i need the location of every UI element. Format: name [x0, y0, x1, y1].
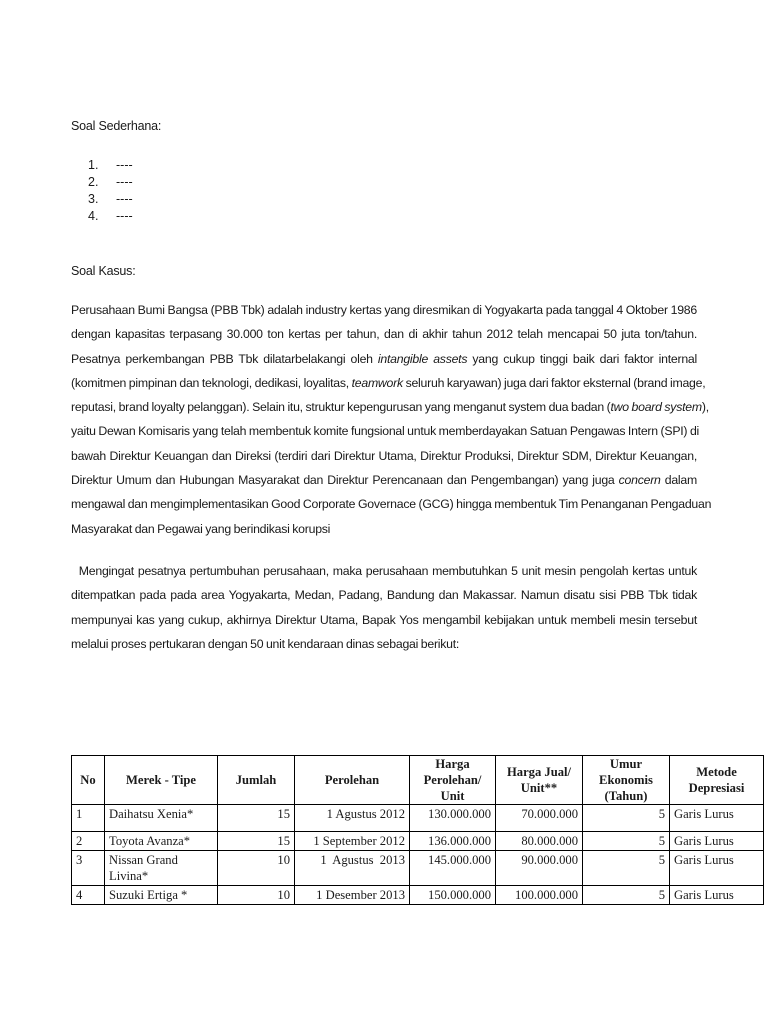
list-item [88, 157, 133, 174]
cell-no: 4 [72, 886, 105, 905]
text-run: ), [701, 400, 709, 415]
list-text: ---- [116, 158, 133, 172]
paragraph-line: mempunyai kas yang cukup, akhirnya Direktur Utama, Bapak Yos mengambil kebijakan untuk membeli mesin tersebut [71, 612, 697, 627]
text-run: dalam [660, 473, 697, 488]
text-run: reputasi, brand loyalty pelanggan). Selain itu, struktur kepengurusan yang menganut system dua badan ( [71, 400, 611, 415]
cell-umur: 5 [583, 886, 670, 905]
cell-no: 1 [72, 805, 105, 832]
italic-term: intangible assets [377, 351, 468, 366]
header-no: No [72, 756, 105, 805]
list-text: ---- [116, 175, 133, 189]
cell-jumlah: 15 [218, 805, 295, 832]
case-paragraph-2 [71, 559, 697, 656]
table-row [72, 851, 764, 886]
cell-umur: 5 [583, 851, 670, 886]
heading-soal-sederhana: Soal Sederhana: [71, 119, 162, 133]
cell-harga-perolehan: 136.000.000 [410, 832, 496, 851]
paragraph-line: yaitu Dewan Komisaris yang telah membentuk komite fungsional untuk memberdayakan Satuan Pengawas Intern (SPI) di [71, 424, 700, 439]
cell-harga-jual: 90.000.000 [496, 851, 583, 886]
italic-term: two board system [610, 400, 702, 415]
cell-merek: Suzuki Ertiga * [105, 886, 218, 905]
header-jumlah: Jumlah [218, 756, 295, 805]
paragraph-line: Perusahaan Bumi Bangsa (PBB Tbk) adalah industry kertas yang diresmikan di Yogyakarta pada tanggal 4 Oktober 1986 [71, 303, 697, 317]
list-number: 4. [88, 209, 99, 223]
paragraph-line: Mengingat pesatnya pertumbuhan perusahaan, maka perusahaan membutuhkan 5 unit mesin pengolah kertas untuk [71, 564, 697, 578]
paragraph-line [71, 347, 697, 371]
cell-perolehan: 1 Desember 2013 [295, 886, 410, 905]
italic-term: concern [618, 473, 661, 488]
paragraph-line: bawah Direktur Keuangan dan Direksi (terdiri dari Direktur Utama, Direktur Produksi, Direktur SDM, Direktur Keuangan, [71, 448, 697, 463]
cell-metode: Garis Lurus [670, 832, 764, 851]
table-row [72, 886, 764, 905]
cell-metode: Garis Lurus [670, 805, 764, 832]
list-item [88, 191, 133, 208]
cell-no: 3 [72, 851, 105, 886]
text-run: yang cukup tinggi baik dari faktor internal [467, 351, 697, 366]
cell-merek: Toyota Avanza* [105, 832, 218, 851]
paragraph-line [71, 468, 697, 492]
cell-umur: 5 [583, 832, 670, 851]
text-run: Pesatnya perkembangan PBB Tbk dilatarbelakangi oleh [71, 351, 378, 366]
simple-question-list [88, 157, 133, 225]
cell-merek: Nissan Grand Livina* [105, 851, 218, 886]
header-harga-jual: Harga Jual/ Unit** [496, 756, 583, 805]
paragraph-line: melalui proses pertukaran dengan 50 unit kendaraan dinas sebagai berikut: [71, 636, 460, 651]
cell-no: 2 [72, 832, 105, 851]
table-row [72, 805, 764, 832]
paragraph-line: mengawal dan mengimplementasikan Good Corporate Governace (GCG) hingga membentuk Tim Penanganan Pengaduan [71, 497, 712, 512]
cell-perolehan: 1 Agustus 2013 [295, 851, 410, 886]
paragraph-line: dengan kapasitas terpasang 30.000 ton kertas per tahun, dan di akhir tahun 2012 telah mencapai 50 juta ton/tahun. [71, 327, 697, 342]
cell-metode: Garis Lurus [670, 851, 764, 886]
cell-perolehan: 1 Agustus 2012 [295, 805, 410, 832]
list-item [88, 174, 133, 191]
cell-harga-jual: 100.000.000 [496, 886, 583, 905]
cell-jumlah: 15 [218, 832, 295, 851]
heading-soal-kasus: Soal Kasus: [71, 264, 136, 278]
cell-perolehan: 1 September 2012 [295, 832, 410, 851]
list-number: 2. [88, 175, 99, 189]
list-number: 1. [88, 158, 99, 172]
text-run: Direktur Umum dan Hubungan Masyarakat dan Direktur Perencanaan dan Pengembangan) yang juga [71, 473, 615, 488]
list-item [88, 208, 133, 225]
list-text: ---- [116, 209, 133, 223]
paragraph-line [71, 371, 706, 395]
paragraph-line [71, 395, 709, 419]
cell-harga-perolehan: 150.000.000 [410, 886, 496, 905]
cell-harga-perolehan: 145.000.000 [410, 851, 496, 886]
cell-jumlah: 10 [218, 886, 295, 905]
cell-harga-perolehan: 130.000.000 [410, 805, 496, 832]
paragraph-line: ditempatkan pada pada area Yogyakarta, Medan, Padang, Bandung dan Makassar. Namun disatu sisi PBB Tbk tidak [71, 588, 697, 603]
case-paragraph-1 [71, 298, 712, 541]
table-row [72, 832, 764, 851]
text-run: (komitmen pimpinan dan teknologi, dedikasi, loyalitas, [71, 375, 352, 390]
cell-umur: 5 [583, 805, 670, 832]
vehicle-table [71, 755, 764, 905]
cell-harga-jual: 80.000.000 [496, 832, 583, 851]
header-perolehan: Perolehan [295, 756, 410, 805]
cell-jumlah: 10 [218, 851, 295, 886]
list-text: ---- [116, 192, 133, 206]
header-umur-ekonomis: Umur Ekonomis (Tahun) [583, 756, 670, 805]
paragraph-line: Masyarakat dan Pegawai yang berindikasi korupsi [71, 521, 331, 536]
header-merek-tipe: Merek - Tipe [105, 756, 218, 805]
text-run: seluruh karyawan) juga dari faktor eksternal (brand image, [402, 375, 706, 390]
list-number: 3. [88, 192, 99, 206]
header-metode-depresiasi: Metode Depresiasi [670, 756, 764, 805]
cell-metode: Garis Lurus [670, 886, 764, 905]
italic-term: teamwork [351, 375, 403, 390]
table-header-row [72, 756, 764, 805]
cell-merek: Daihatsu Xenia* [105, 805, 218, 832]
header-harga-perolehan: Harga Perolehan/ Unit [410, 756, 496, 805]
cell-harga-jual: 70.000.000 [496, 805, 583, 832]
